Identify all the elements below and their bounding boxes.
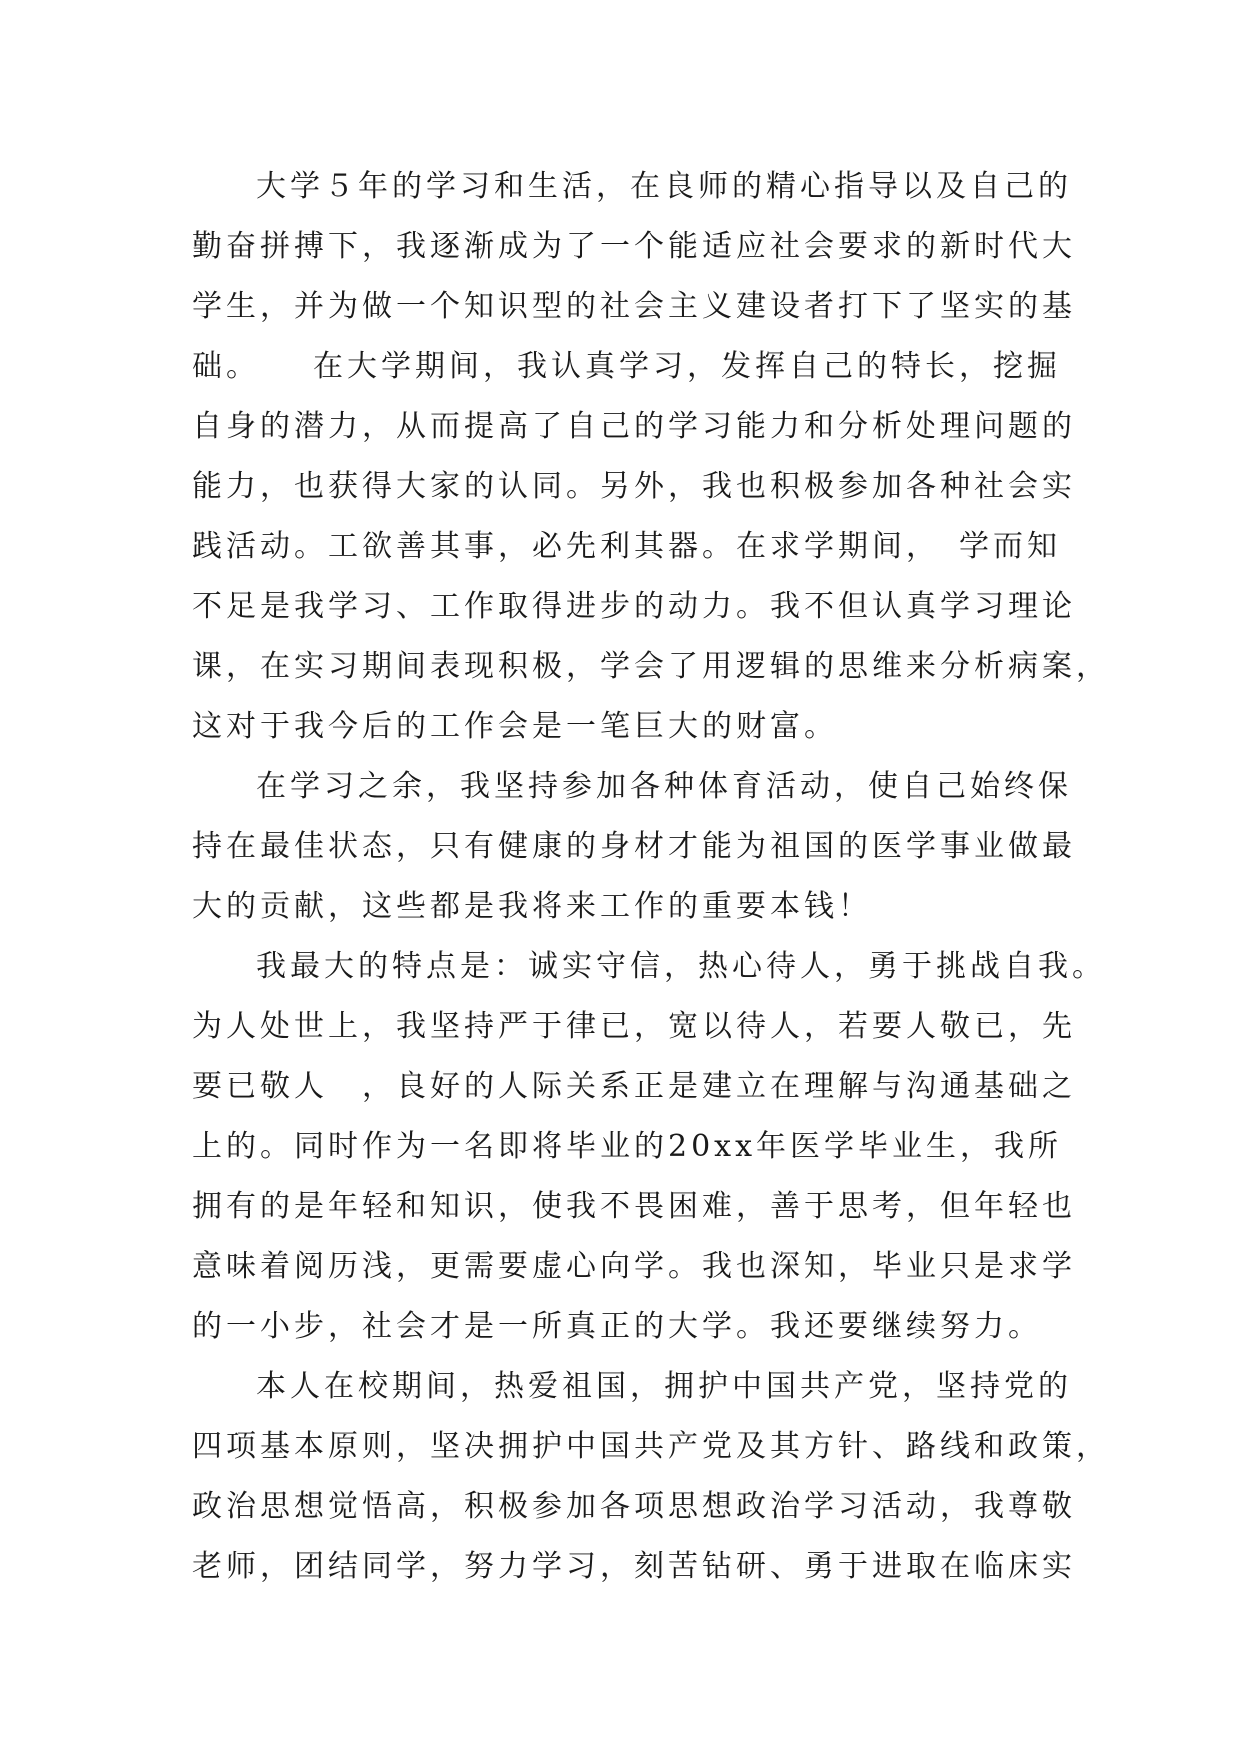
text-line: 能力，也获得大家的认同。另外，我也积极参加各种社会实 [192, 469, 1076, 504]
text-line: 大学５年的学习和生活，在良师的精心指导以及自己的 [256, 169, 1072, 204]
text-line: 为人处世上，我坚持严于律已，宽以待人，若要人敬已，先 [192, 1009, 1076, 1044]
text-line: 意味着阅历浅，更需要虚心向学。我也深知，毕业只是求学 [192, 1249, 1076, 1284]
text-line: 四项基本原则，坚决拥护中国共产党及其方针、路线和政策， [192, 1429, 1110, 1464]
paragraph-4 [192, 1357, 1110, 1597]
text-line: 在学习之余，我坚持参加各种体育活动，使自己始终保 [256, 769, 1072, 804]
text-line: 践活动。工欲善其事，必先利其器。在求学期间， 学而知 [192, 529, 1061, 564]
text-line: 大的贡献，这些都是我将来工作的重要本钱！ [192, 889, 872, 924]
text-line: 上的。同时作为一名即将毕业的20xx年医学毕业生，我所 [192, 1129, 1063, 1164]
text-line: 不足是我学习、工作取得进步的动力。我不但认真学习理论 [192, 589, 1076, 624]
text-line: 老师，团结同学，努力学习，刻苦钻研、勇于进取在临床实 [192, 1549, 1076, 1584]
text-line: 我最大的特点是：诚实守信，热心待人，勇于挑战自我。 [256, 949, 1106, 984]
text-line: 础。 在大学期间，我认真学习，发挥自己的特长，挖掘 [192, 349, 1061, 384]
paragraph-2 [192, 757, 1076, 937]
text-line: 这对于我今后的工作会是一笔巨大的财富。 [192, 709, 838, 744]
text-line: 的一小步，社会才是一所真正的大学。我还要继续努力。 [192, 1309, 1042, 1344]
paragraph-1 [192, 157, 1110, 757]
text-line: 勤奋拼搏下，我逐渐成为了一个能适应社会要求的新时代大 [192, 229, 1076, 264]
text-line: 要已敬人 ，良好的人际关系正是建立在理解与沟通基础之 [192, 1069, 1076, 1104]
text-line: 课，在实习期间表现积极，学会了用逻辑的思维来分析病案， [192, 649, 1110, 684]
paragraph-3 [192, 937, 1106, 1357]
text-line: 自身的潜力，从而提高了自己的学习能力和分析处理问题的 [192, 409, 1076, 444]
text-line: 政治思想觉悟高，积极参加各项思想政治学习活动，我尊敬 [192, 1489, 1076, 1524]
text-line: 本人在校期间，热爱祖国，拥护中国共产党，坚持党的 [256, 1369, 1072, 1404]
document-body [192, 157, 1110, 1597]
text-line: 拥有的是年轻和知识，使我不畏困难，善于思考，但年轻也 [192, 1189, 1076, 1224]
text-line: 持在最佳状态，只有健康的身材才能为祖国的医学事业做最 [192, 829, 1076, 864]
text-line: 学生，并为做一个知识型的社会主义建设者打下了坚实的基 [192, 289, 1076, 324]
